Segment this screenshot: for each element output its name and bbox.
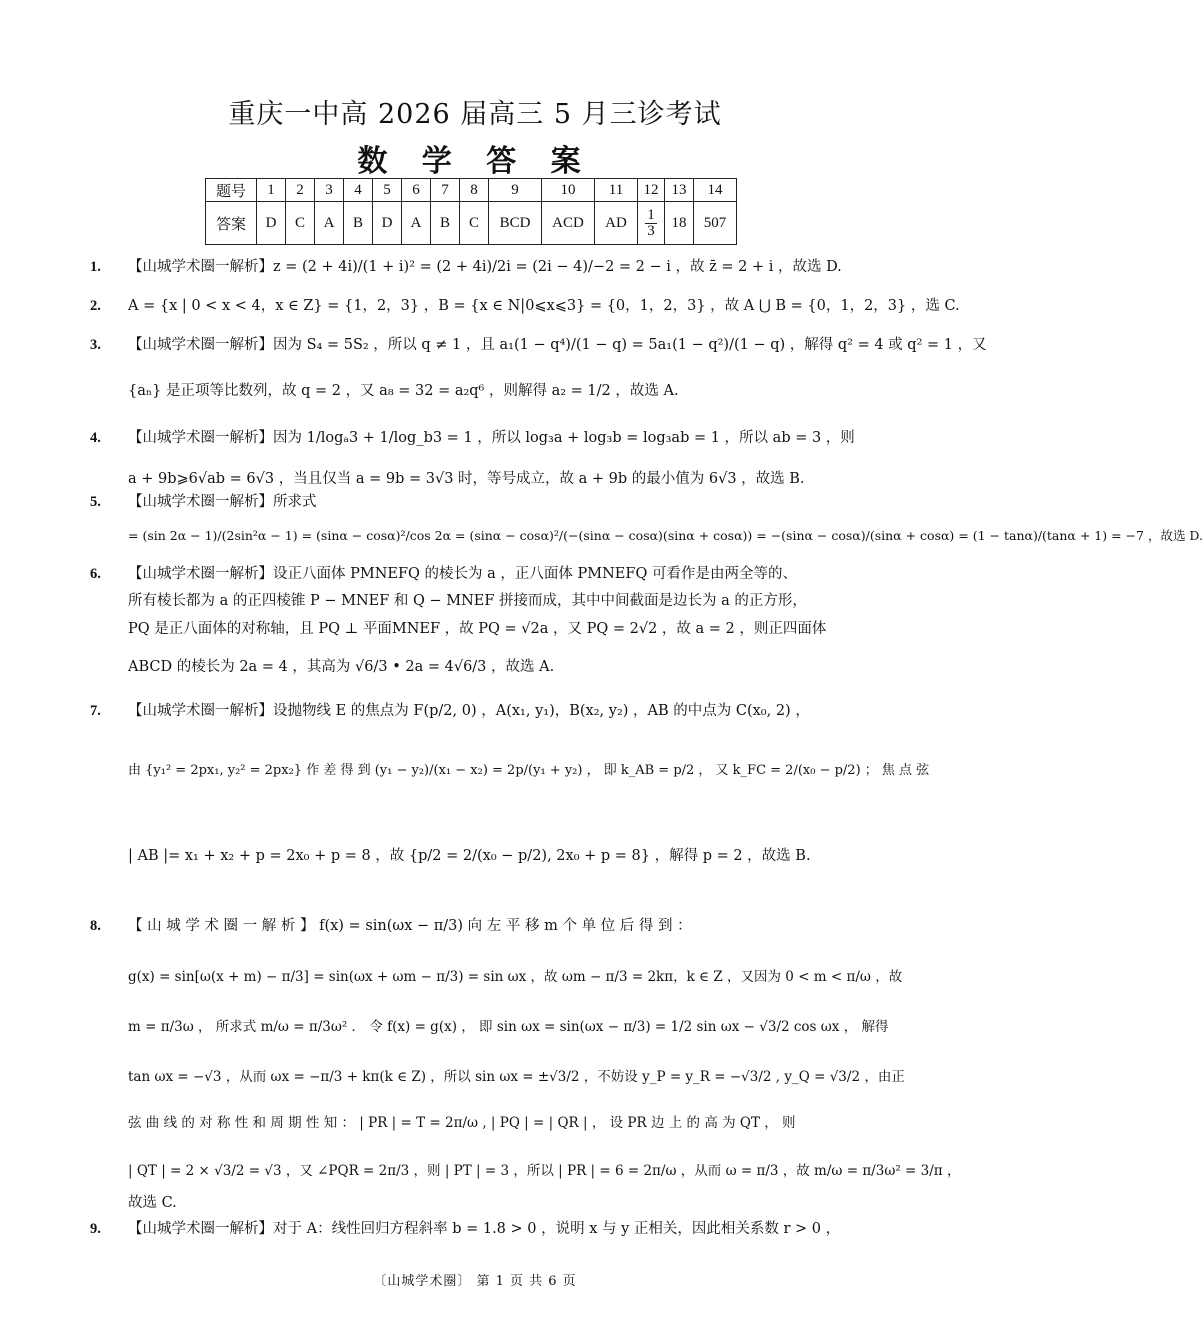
solution-text: 【山城学术圈一解析】设正八面体 PMNEFQ 的棱长为 a ，正八面体 PMNEFQ 可看作是由两全等的、: [128, 566, 797, 582]
solution-2: [90, 295, 960, 317]
solution-3: [90, 334, 987, 356]
table-cell: D: [373, 202, 402, 245]
solution-text: A = {x | 0 < x < 4，x ∈ Z} = {1，2，3} ，B = {x ∈ N|0⩽x⩽3} = {0，1，2，3} ，故 A ⋃ B = {0，1，2，3} ，选 C.: [128, 298, 960, 314]
solution-6: [90, 563, 860, 585]
table-cell: 7: [431, 179, 460, 202]
solution-text: 【山城学术圈一解析】因为 S₄ = 5S₂ ，所以 q ≠ 1 ，且 a₁(1 − q⁴)/(1 − q) = 5a₁(1 − q²)/(1 − q) ，解得 q² = 4 或 q² = 1 ，又: [128, 337, 987, 353]
table-cell: A: [402, 202, 431, 245]
page-footer: 〔山城学术圈〕 第 1 页 共 6 页: [373, 1274, 577, 1289]
fraction: [645, 208, 657, 239]
table-cell: D: [257, 202, 286, 245]
table-cell: 4: [344, 179, 373, 202]
table-cell: B: [431, 202, 460, 245]
solution-text-line: 由 {y₁² = 2px₁, y₂² = 2px₂} 作 差 得 到 (y₁ − y₂)/(x₁ − x₂) = 2p/(y₁ + y₂) ， 即 k_AB = p/2 ， 又 k_FC = 2/(x₀ − p/2) ； 焦 点 弦: [128, 763, 930, 778]
solution-1: [90, 256, 860, 278]
solution-text-line: PQ 是正八面体的对称轴，且 PQ ⊥ 平面MNEF ，故 PQ = √2a ，又 PQ = 2√2 ，故 a = 2 ，则正四面体: [128, 621, 827, 637]
table-cell: A: [315, 202, 344, 245]
row-label-numbers: 题号: [206, 179, 257, 202]
solution-number: 3.: [90, 337, 101, 353]
solution-text-line: tan ωx = −√3 ，从而 ωx = −π/3 + kπ(k ∈ Z) ，所以 sin ωx = ±√3/2 ，不妨设 y_P = y_R = −√3/2 , y_Q = √3/2 ，由正: [128, 1069, 905, 1085]
solution-text: 【 山 城 学 术 圈 一 解 析 】 f(x) = sin(ωx − π/3) 向 左 平 移 m 个 单 位 后 得 到 ：: [128, 918, 692, 934]
solution-number: 1.: [90, 259, 101, 275]
solution-text: 【山城学术圈一解析】对于 A：线性回归方程斜率 b = 1.8 > 0 ，说明 x 与 y 正相关，因此相关系数 r > 0 ，: [128, 1221, 841, 1237]
table-cell: AD: [595, 202, 638, 245]
table-cell: ACD: [542, 202, 595, 245]
solution-8: [90, 915, 860, 937]
table-cell: B: [344, 202, 373, 245]
table-cell: C: [286, 202, 315, 245]
table-cell: 6: [402, 179, 431, 202]
page-title: 重庆一中高 2026 届高三 5 月三诊考试: [228, 99, 722, 130]
solution-text-line: | QT | = 2 × √3/2 = √3 ，又 ∠PQR = 2π/3 ，则 | PT | = 3 ，所以 | PR | = 6 = 2π/ω ，从而 ω = π/3 ，故 m/ω = π/3ω² = 3/π ，: [128, 1163, 961, 1179]
solution-4: [90, 427, 860, 449]
solution-number: 4.: [90, 430, 101, 446]
solution-text-line: 弦 曲 线 的 对 称 性 和 周 期 性 知 ： | PR | = T = 2π/ω , | PQ | = | QR | ， 设 PR 边 上 的 高 为 QT ， 则: [128, 1115, 796, 1131]
row-label-answers: 答案: [206, 202, 257, 245]
solution-number: 6.: [90, 566, 101, 582]
solution-number: 7.: [90, 703, 101, 719]
table-cell: 1: [257, 179, 286, 202]
solution-number: 8.: [90, 918, 101, 934]
table-cell: C: [460, 202, 489, 245]
solution-number: 5.: [90, 494, 101, 510]
table-cell: 2: [286, 179, 315, 202]
table-cell-fraction: [638, 202, 665, 245]
fraction-numerator: 1: [647, 206, 655, 223]
solution-text-line: = (sin 2α − 1)/(2sin²α − 1) = (sinα − cosα)²/cos 2α = (sinα − cosα)²/(−(sinα − cosα)(sinα + cosα)) = −(sinα − cosα)/(sinα + cosα) = (1 − tanα)/(tanα + 1) = −7 ，故选 D.: [128, 528, 1203, 543]
table-cell: 12: [638, 179, 665, 202]
solution-text-line: 故选 C.: [128, 1195, 177, 1211]
solution-text-line: {aₙ} 是正项等比数列，故 q = 2 ，又 a₈ = 32 = a₂q⁶ ，则解得 a₂ = 1/2 ，故选 A.: [128, 383, 679, 399]
solution-number: 2.: [90, 298, 101, 314]
answer-table-row-numbers: [206, 179, 737, 202]
solution-text-line: g(x) = sin[ω(x + m) − π/3] = sin(ωx + ωm − π/3) = sin ωx ，故 ωm − π/3 = 2kπ，k ∈ Z ，又因为 0 < m < π/ω ，故: [128, 969, 903, 985]
table-cell: 5: [373, 179, 402, 202]
answer-table-row-answers: [206, 202, 737, 245]
solution-text-line: | AB |= x₁ + x₂ + p = 2x₀ + p = 8 ，故 {p/2 = 2/(x₀ − p/2), 2x₀ + p = 8} ，解得 p = 2 ，故选 B.: [128, 848, 811, 864]
fraction-denominator: 3: [647, 222, 655, 239]
solution-number: 9.: [90, 1221, 101, 1237]
solution-5: [90, 491, 860, 513]
solution-text: 【山城学术圈一解析】所求式: [128, 494, 317, 510]
table-cell: 8: [460, 179, 489, 202]
solution-9: [90, 1218, 860, 1240]
solution-text: 【山城学术圈一解析】z = (2 + 4i)/(1 + i)² = (2 + 4i)/2i = (2i − 4)/−2 = 2 − i ，故 z̄ = 2 + i ，故选 D.: [128, 259, 842, 275]
table-cell: 18: [665, 202, 694, 245]
solution-text-line: a + 9b⩾6√ab = 6√3 ，当且仅当 a = 9b = 3√3 时，等号成立，故 a + 9b 的最小值为 6√3 ，故选 B.: [128, 471, 805, 487]
answer-table: [205, 178, 737, 245]
solution-text: 【山城学术圈一解析】设抛物线 E 的焦点为 F(p/2, 0) ，A(x₁, y₁)，B(x₂, y₂) ，AB 的中点为 C(x₀, 2) ，: [128, 703, 810, 719]
table-cell: BCD: [489, 202, 542, 245]
solution-text: 【山城学术圈一解析】因为 1/logₐ3 + 1/log_b3 = 1 ，所以 log₃a + log₃b = log₃ab = 1 ，所以 ab = 3 ，则: [128, 430, 855, 446]
solution-text-line: m = π/3ω ， 所求式 m/ω = π/3ω² ． 令 f(x) = g(x) ， 即 sin ωx = sin(ωx − π/3) = 1/2 sin ωx − √3/2 cos ωx ， 解得: [128, 1019, 889, 1035]
table-cell: 9: [489, 179, 542, 202]
table-cell: 13: [665, 179, 694, 202]
solution-7: [90, 700, 860, 722]
solution-text-line: 所有棱长都为 a 的正四棱锥 P − MNEF 和 Q − MNEF 拼接而成，其中中间截面是边长为 a 的正方形，: [128, 593, 807, 609]
page-subtitle: 数 学 答 案: [357, 144, 593, 179]
solution-text-line: ABCD 的棱长为 2a = 4 ，其高为 √6/3 • 2a = 4√6/3 ，故选 A.: [128, 659, 555, 675]
table-cell: 3: [315, 179, 344, 202]
table-cell: 14: [694, 179, 737, 202]
table-cell: 11: [595, 179, 638, 202]
table-cell: 507: [694, 202, 737, 245]
table-cell: 10: [542, 179, 595, 202]
